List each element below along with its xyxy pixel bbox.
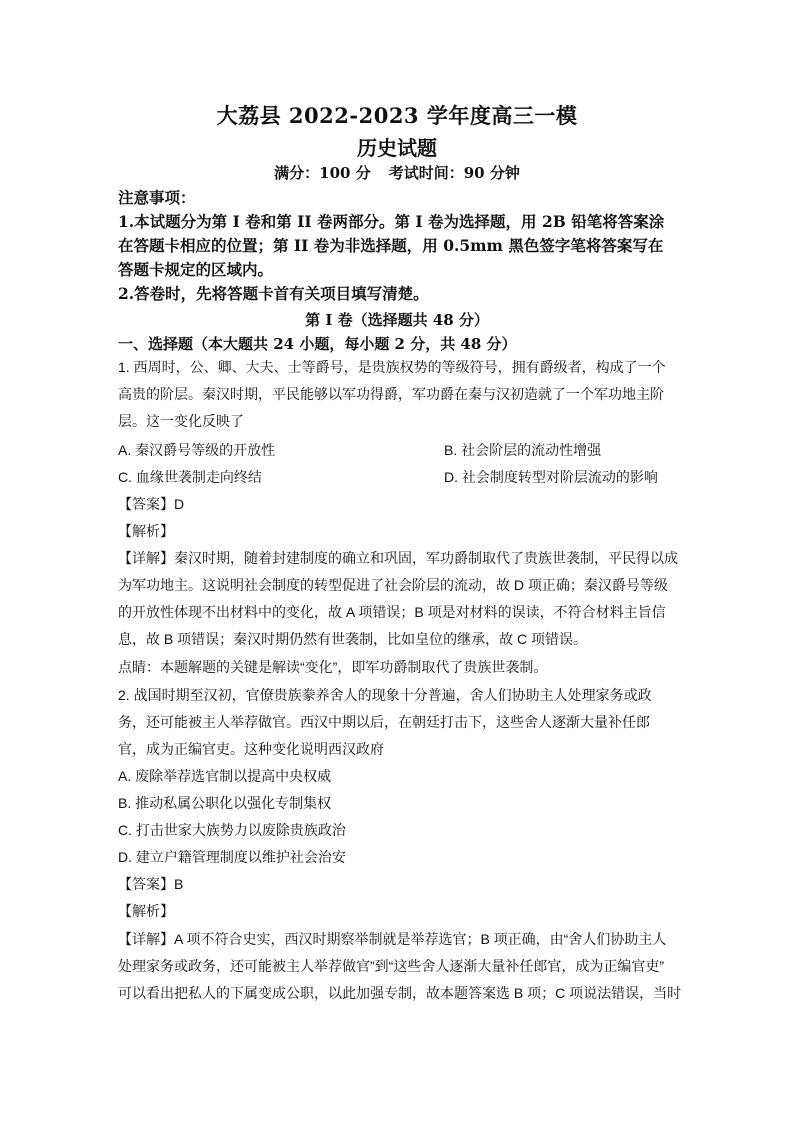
q2-detail-line: 可以看出把私人的下属变成公职，以此加强专制，故本题答案选 B 项；C 项说法错误，当时 bbox=[118, 985, 682, 1001]
exam-subject: 历史试题 bbox=[357, 136, 437, 160]
notice-line: 1.本试题分为第 I 卷和第 II 卷两部分。第 I 卷为选择题，用 2B 铅笔将答案涂 bbox=[118, 212, 665, 231]
q1-stem-line: 1. 西周时，公、卿、大夫、士等爵号，是贵族权势的等级符号，拥有爵级者，构成了一个 bbox=[118, 359, 666, 375]
notice-heading: 注意事项： bbox=[118, 188, 196, 207]
notice-line: 在答题卡相应的位置；第 II 卷为非选择题，用 0.5mm 黑色签字笔将答案写在 bbox=[118, 236, 664, 255]
q2-option-d: D. 建立户籍管理制度以维护社会治安 bbox=[118, 849, 346, 865]
q2-option-c: C. 打击世家大族势力以废除贵族政治 bbox=[118, 822, 346, 838]
notice-line: 2.答卷时，先将答题卡首有关项目填写清楚。 bbox=[118, 284, 429, 303]
q1-option-d: D. 社会制度转型对阶层流动的影响 bbox=[444, 469, 658, 485]
exam-duration: 考试时间：90 分钟 bbox=[388, 164, 520, 182]
part-title: 一、选择题（本大题共 24 小题，每小题 2 分，共 48 分） bbox=[118, 335, 517, 353]
q2-detail-line: 处理家务或政务，还可能被主人举荐做官”到“这些舍人逐渐大量补任郎官，成为正编官吏” bbox=[118, 958, 664, 974]
q1-option-a: A. 秦汉爵号等级的开放性 bbox=[118, 442, 276, 458]
score-time-line bbox=[0, 162, 794, 183]
exam-title: 大荔县 2022-2023 学年度高三一模 bbox=[216, 103, 578, 128]
q1-detail-line: 【详解】秦汉时期，随着封建制度的确立和巩固，军功爵制取代了贵族世袭制，平民得以成 bbox=[118, 550, 678, 566]
q1-stem-line: 层。这一变化反映了 bbox=[118, 413, 244, 429]
q2-detail-line: 【详解】A 项不符合史实，西汉时期察举制就是举荐选官；B 项正确，由“舍人们协助主人 bbox=[118, 931, 667, 947]
q1-tip: 点睛：本题解题的关键是解读“变化”，即军功爵制取代了贵族世袭制。 bbox=[118, 659, 548, 675]
q1-answer: 【答案】D bbox=[118, 496, 185, 512]
q2-option-a: A. 废除举荐选官制以提高中央权威 bbox=[118, 768, 332, 784]
q2-answer: 【答案】B bbox=[118, 876, 184, 892]
q2-analysis-label: 【解析】 bbox=[118, 903, 174, 919]
q1-detail-line: 息，故 B 项错误；秦汉时期仍然有世袭制，比如皇位的继承，故 C 项错误。 bbox=[118, 631, 588, 647]
volume-title: 第 I 卷（选择题共 48 分） bbox=[305, 311, 489, 329]
q2-stem-line: 官，成为正编官吏。这种变化说明西汉政府 bbox=[118, 741, 384, 757]
q1-stem-line: 高贵的阶层。秦汉时期，平民能够以军功得爵，军功爵在秦与汉初造就了一个军功地主阶 bbox=[118, 386, 664, 402]
notice-line: 答题卡规定的区域内。 bbox=[118, 260, 274, 279]
q1-detail-line: 为军功地主。这说明社会制度的转型促进了社会阶层的流动，故 D 项正确；秦汉爵号等级 bbox=[118, 577, 668, 593]
q2-stem-line: 务，还可能被主人举荐做官。西汉中期以后，在朝廷打击下，这些舍人逐渐大量补任郎 bbox=[118, 714, 650, 730]
q1-detail-line: 的开放性体现不出材料中的变化，故 A 项错误；B 项是对材料的误读，不符合材料主旨信 bbox=[118, 604, 666, 620]
q1-option-c: C. 血缘世袭制走向终结 bbox=[118, 469, 262, 485]
q2-option-b: B. 推动私属公职化以强化专制集权 bbox=[118, 795, 332, 811]
q1-option-b: B. 社会阶层的流动性增强 bbox=[444, 442, 602, 458]
q1-analysis-label: 【解析】 bbox=[118, 523, 174, 539]
q2-stem-line: 2. 战国时期至汉初，官僚贵族豢养舍人的现象十分普遍，舍人们协助主人处理家务或政 bbox=[118, 687, 652, 703]
full-score: 满分：100 分 bbox=[274, 164, 371, 182]
